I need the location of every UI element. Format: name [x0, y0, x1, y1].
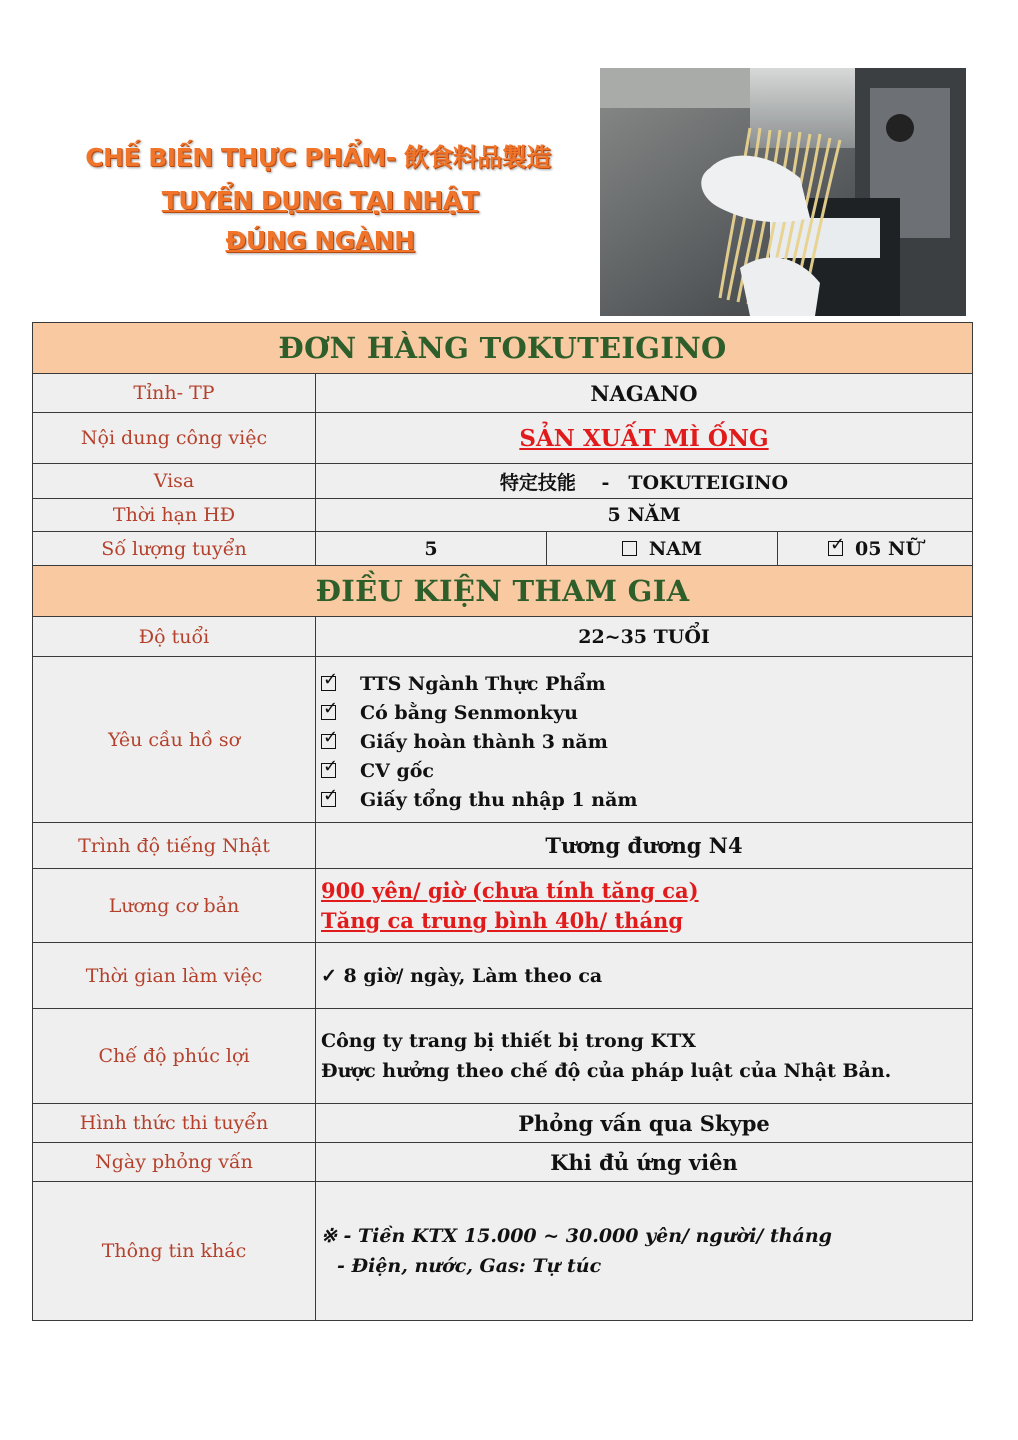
check-icon [321, 792, 336, 807]
order-table [32, 322, 973, 1321]
noodle-machine-photo [600, 68, 966, 316]
row-label: Trình độ tiếng Nhật [33, 823, 316, 868]
table-row [32, 943, 973, 1009]
row-label: Yêu cầu hồ sơ [33, 657, 316, 822]
table-row [32, 1009, 973, 1104]
table-row [32, 617, 973, 657]
row-label: Thời hạn HĐ [33, 499, 316, 531]
order-section-header [32, 322, 973, 374]
salary-value: 900 yên/ giờ (chưa tính tăng ca) Tăng ca trung bình 40h/ tháng [321, 877, 699, 933]
table-row-quantity [32, 532, 973, 566]
quantity-male: NAM [547, 532, 778, 565]
conditions-title: ĐIỀU KIỆN THAM GIA [315, 574, 690, 608]
row-label: Lương cơ bản [33, 869, 316, 942]
header-title: CHẾ BIẾN THỰC PHẨM- 飲食料品製造 [85, 143, 551, 172]
table-row [32, 464, 973, 499]
row-label: Ngày phỏng vấn [33, 1143, 316, 1181]
row-label: Visa [33, 464, 316, 498]
table-row [32, 869, 973, 943]
check-icon [321, 705, 336, 720]
check-icon [321, 763, 336, 778]
male-checkbox [622, 541, 637, 556]
row-value: ✓ 8 giờ/ ngày, Làm theo ca [321, 964, 603, 987]
row-value: 22~35 TUỔI [578, 625, 710, 648]
table-row [32, 413, 973, 464]
list-item: ✓ Giấy hoàn thành 3 năm [321, 727, 638, 756]
header-subtitle: TUYỂN DỤNG TẠI NHẬT [161, 186, 479, 215]
table-row [32, 374, 973, 413]
table-row [32, 499, 973, 532]
table-row [32, 823, 973, 869]
row-label: Hình thức thi tuyển [33, 1104, 316, 1142]
welfare-value: Công ty trang bị thiết bị trong KTX Được hưởng theo chế độ của pháp luật của Nhật Bản. [321, 1030, 892, 1082]
check-icon [321, 734, 336, 749]
row-label: Độ tuổi [33, 617, 316, 656]
row-label: Thông tin khác [33, 1182, 316, 1320]
list-item: ✓ Giấy tổng thu nhập 1 năm [321, 785, 638, 814]
row-label: Thời gian làm việc [33, 943, 316, 1008]
check-icon [321, 676, 336, 691]
list-item: ✓ Có bằng Senmonkyu [321, 698, 638, 727]
row-value: 5 NĂM [607, 504, 681, 526]
order-title: ĐƠN HÀNG TOKUTEIGINO [278, 331, 727, 365]
quantity-female: ✓ 05 NỮ [778, 532, 972, 565]
list-item: ✓ TTS Ngành Thực Phẩm [321, 669, 638, 698]
table-row [32, 1104, 973, 1143]
header-tagline: ĐÚNG NGÀNH [225, 226, 415, 255]
female-checkbox [828, 541, 843, 556]
table-row [32, 657, 973, 823]
row-label: Số lượng tuyển [33, 532, 316, 565]
quantity-count: 5 [316, 532, 547, 565]
other-value: ※ - Tiền KTX 15.000 ~ 30.000 yên/ người/ tháng - Điện, nước, Gas: Tự túc [321, 1225, 832, 1277]
row-label: Tỉnh- TP [33, 374, 316, 412]
row-value: Tương đương N4 [545, 833, 743, 858]
row-value: NAGANO [590, 380, 698, 406]
list-item: ✓ CV gốc [321, 756, 638, 785]
table-row [32, 1182, 973, 1321]
conditions-section-header [32, 566, 973, 617]
row-value: Phỏng vấn qua Skype [518, 1110, 770, 1136]
table-row [32, 1143, 973, 1182]
row-value: 特定技能 - TOKUTEIGINO [499, 471, 789, 494]
row-value: SẢN XUẤT MÌ ỐNG [519, 424, 769, 452]
documents-list [316, 657, 972, 822]
row-value: Khi đủ ứng viên [550, 1149, 738, 1175]
row-label: Nội dung công việc [33, 413, 316, 463]
row-label: Chế độ phúc lợi [33, 1009, 316, 1103]
